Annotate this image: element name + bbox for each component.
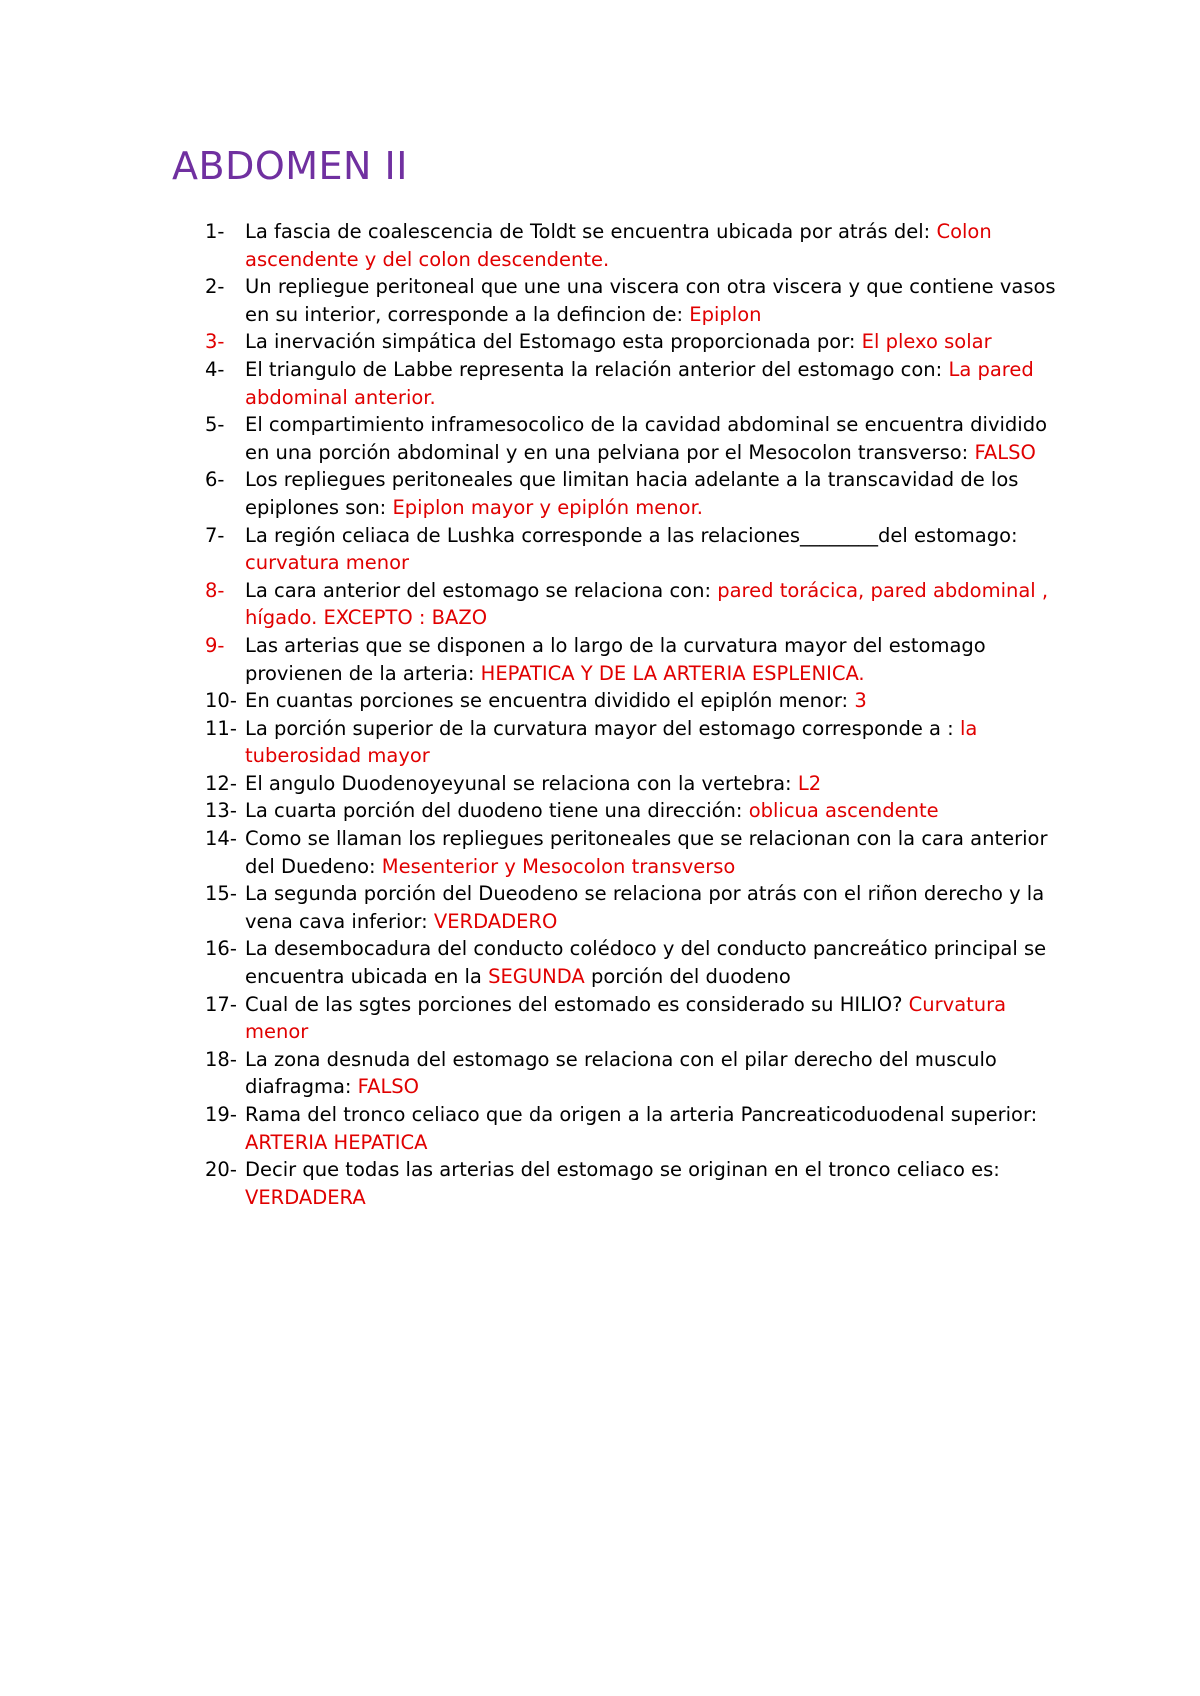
question-number: 16-	[205, 937, 237, 961]
question-text: La región celiaca de Lushka corresponde a las relaciones________del estomago:	[245, 523, 1018, 547]
question-item	[205, 1101, 1065, 1156]
question-text: La desembocadura del conducto colédoco y del conducto pancreático principal se encuentra ubicada en la	[245, 937, 1047, 989]
answer-text: HEPATICA Y DE LA ARTERIA ESPLENICA.	[480, 661, 865, 685]
question-body	[245, 1156, 1065, 1211]
answer-text: VERDADERO	[433, 909, 558, 933]
question-number: 10-	[205, 689, 237, 713]
question-item	[205, 880, 1065, 935]
question-item	[205, 411, 1065, 466]
question-item	[205, 770, 1065, 798]
question-body	[245, 577, 1065, 632]
question-number: 14-	[205, 827, 237, 851]
question-number: 15-	[205, 882, 237, 906]
answer-text: La pared abdominal anterior.	[245, 357, 1034, 409]
answer-text: Curvatura menor	[245, 992, 1007, 1044]
question-text: Un repliegue peritoneal que une una viscera con otra viscera y que contiene vasos en su interior, corresponde a la defincion de:	[245, 275, 1056, 326]
answer-text: FALSO	[357, 1075, 420, 1099]
question-text: El angulo Duodenoyeyunal se relaciona con la vertebra:	[245, 771, 798, 795]
question-item	[205, 218, 1065, 273]
question-item	[205, 273, 1065, 328]
question-text-after: porción del duodeno	[584, 965, 791, 989]
answer-text: Mesenterior y Mesocolon transverso	[381, 854, 736, 878]
question-item	[205, 797, 1065, 825]
question-item	[205, 1156, 1065, 1211]
question-body	[245, 880, 1065, 935]
answer-text: pared torácica, pared abdominal , hígado. EXCEPTO : BAZO	[245, 578, 1049, 630]
answer-text: El plexo solar	[861, 330, 992, 354]
question-body	[245, 770, 1065, 798]
answer-text: la tuberosidad mayor	[245, 716, 978, 768]
answer-text: Epiplon	[689, 302, 762, 326]
question-body	[245, 935, 1065, 990]
question-body	[245, 328, 1065, 356]
question-body	[245, 218, 1065, 273]
question-text: La cuarta porción del duodeno tiene una dirección:	[245, 799, 749, 823]
question-item	[205, 687, 1065, 715]
question-text: La fascia de coalescencia de Toldt se encuentra ubicada por atrás del:	[245, 220, 937, 243]
question-body	[245, 1046, 1065, 1101]
answer-text: Epiplon mayor y epiplón menor.	[392, 495, 704, 519]
question-number: 6-	[205, 468, 225, 492]
question-text: Como se llaman los repliegues peritoneales que se relacionan con la cara anterior del Duedeno:	[245, 827, 1048, 878]
question-item	[205, 991, 1065, 1046]
answer-text: FALSO	[974, 440, 1036, 464]
question-text: La zona desnuda del estomago se relaciona con el pilar derecho del musculo diafragma:	[245, 1047, 997, 1099]
question-body	[245, 825, 1065, 880]
question-list	[205, 218, 1065, 1211]
question-body	[245, 522, 1065, 577]
page-title: ABDOMEN II	[172, 144, 408, 188]
question-number: 17-	[205, 992, 237, 1016]
question-body	[245, 273, 1065, 328]
question-text: El triangulo de Labbe representa la relación anterior del estomago con:	[245, 357, 949, 381]
answer-text: SEGUNDA	[488, 965, 585, 989]
question-number: 18-	[205, 1047, 237, 1071]
question-body	[245, 1101, 1065, 1156]
answer-text: VERDADERA	[245, 1185, 366, 1209]
question-body	[245, 411, 1065, 466]
question-item	[205, 522, 1065, 577]
answer-text: 3	[854, 689, 867, 713]
answer-text: curvatura menor	[245, 551, 410, 575]
question-item	[205, 466, 1065, 521]
answer-text: oblicua ascendente	[748, 799, 939, 823]
question-body	[245, 715, 1065, 770]
question-item	[205, 935, 1065, 990]
question-text: Las arterias que se disponen a lo largo de la curvatura mayor del estomago provienen de la arteria:	[245, 633, 986, 685]
question-item	[205, 577, 1065, 632]
question-number: 7-	[205, 523, 225, 547]
question-body	[245, 632, 1065, 687]
question-text: La cara anterior del estomago se relaciona con:	[245, 578, 718, 602]
question-number: 8-	[205, 578, 225, 602]
question-body	[245, 466, 1065, 521]
question-number: 20-	[205, 1158, 237, 1182]
question-number: 4-	[205, 357, 225, 381]
question-body	[245, 991, 1065, 1046]
question-text: El compartimiento inframesocolico de la cavidad abdominal se encuentra dividido en una porción abdominal y en una pelviana por el Mesocolon transverso:	[245, 413, 1048, 464]
question-text: Cual de las sgtes porciones del estomado es considerado su HILIO?	[245, 992, 909, 1016]
question-number: 19-	[205, 1103, 237, 1126]
answer-text: ARTERIA HEPATICA	[245, 1130, 428, 1154]
question-text: Los repliegues peritoneales que limitan hacia adelante a la transcavidad de los epiplones son:	[245, 468, 1019, 519]
question-number: 9-	[205, 633, 225, 657]
question-number: 2-	[205, 275, 225, 299]
answer-text: Colon ascendente y del colon descendente.	[245, 220, 992, 271]
question-text: En cuantas porciones se encuentra dividido el epiplón menor:	[245, 689, 855, 713]
question-body	[245, 687, 1065, 715]
question-text: Rama del tronco celiaco que da origen a la arteria Pancreaticoduodenal superior:	[245, 1103, 1038, 1126]
question-text: La inervación simpática del Estomago esta proporcionada por:	[245, 330, 862, 354]
question-number: 12-	[205, 771, 237, 795]
question-body	[245, 356, 1065, 411]
question-body	[245, 797, 1065, 825]
question-number: 11-	[205, 716, 237, 740]
question-item	[205, 715, 1065, 770]
question-number: 1-	[205, 220, 225, 243]
question-number: 3-	[205, 330, 225, 354]
question-item	[205, 632, 1065, 687]
question-item	[205, 825, 1065, 880]
question-text: La segunda porción del Dueodeno se relaciona por atrás con el riñon derecho y la vena cava inferior:	[245, 882, 1045, 933]
answer-text: L2	[797, 771, 822, 795]
question-text: Decir que todas las arterias del estomago se originan en el tronco celiaco es:	[245, 1158, 1000, 1182]
question-item	[205, 356, 1065, 411]
question-number: 13-	[205, 799, 237, 823]
question-number: 5-	[205, 413, 225, 437]
question-item	[205, 1046, 1065, 1101]
question-item	[205, 328, 1065, 356]
question-text: La porción superior de la curvatura mayor del estomago corresponde a :	[245, 716, 960, 740]
